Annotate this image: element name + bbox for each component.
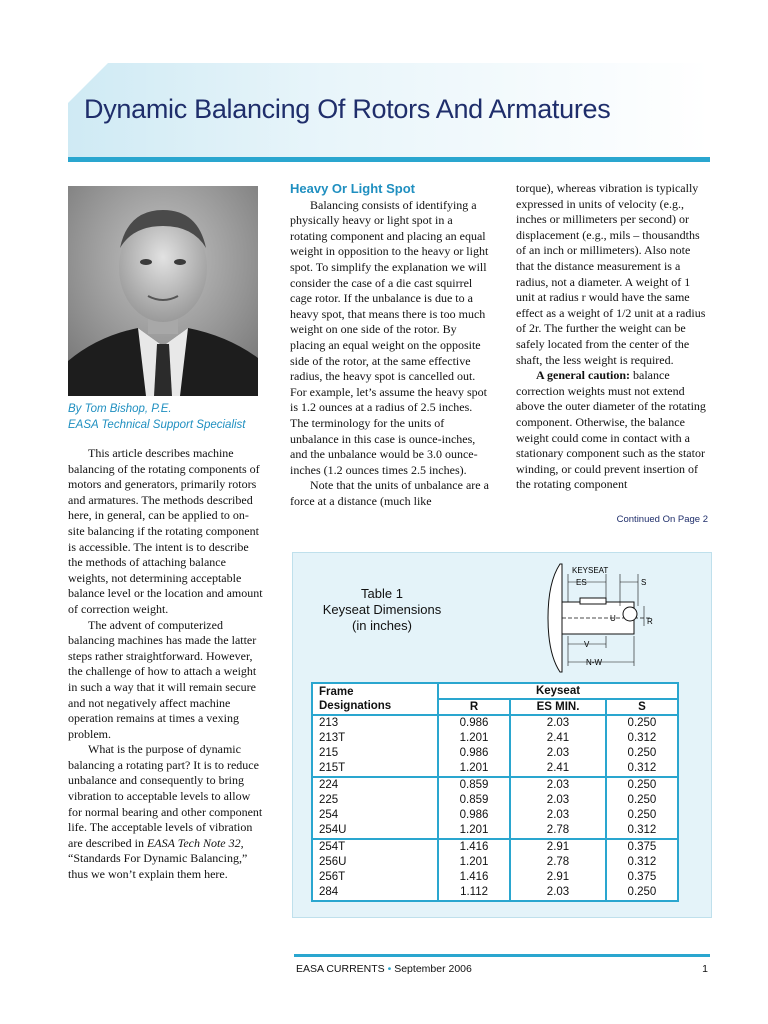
cell-r: 0.986 1.201 0.986 1.201 [438,715,510,777]
paragraph-text: “Standards For Dynamic Balancing,” thus we won’t explain them here. [68,851,248,882]
cell-frames: 254T 256U 256T 284 [312,839,438,901]
caution-label: A general caution: [536,368,630,383]
paragraph: The advent of computerized balancing machines has made the latter steps rather straightforward. However, the challenge of how to attach a weight in such a way that it will remain secure and not negatively affect machine operation remains at times a vexing problem. [68,617,257,741]
header-rule [68,157,710,162]
paragraph-text: What is the purpose of dynamic balancing a rotating part? It is to reduce unbalance and consequently to bring vibration to acceptable levels to allow for normal bearing and other component life. The acceptable levels of vibration are described in [68,742,263,850]
cell-s: 0.250 0.312 0.250 0.312 [606,715,678,777]
table-row [312,839,678,901]
paragraph-text: balance correction weights must not extend above the outer diameter of the rotating component. Otherwise, the balance weight could come in contact with a stationary component such as the stator winding, or could prevent insertion of the rotating component [516,368,706,492]
column-3 [516,181,708,493]
cell-es: 2.03 2.41 2.03 2.41 [510,715,606,777]
cell-r: 1.416 1.201 1.416 1.112 [438,839,510,901]
paragraph: Note that the units of unbalance are a force at a distance (much like [290,478,489,508]
diagram-label-r: R [647,617,653,626]
footer-rule [294,954,710,957]
column-header-frame [312,683,438,715]
diagram-label-v: V [584,640,590,649]
column-header-s: S [606,699,678,715]
footer [296,963,472,975]
cell-es: 2.91 2.78 2.91 2.03 [510,839,606,901]
issue-date: September 2006 [394,963,472,975]
table-title [292,586,472,634]
column-group-keyseat: Keyseat [438,683,678,699]
continued-link[interactable]: Continued On Page 2 [616,514,708,525]
cell-r: 0.859 0.859 0.986 1.201 [438,777,510,839]
table-row [312,777,678,839]
author-role: EASA Technical Support Specialist [68,419,246,431]
keyseat-diagram [540,562,690,674]
keyseat-table [311,682,679,902]
article-title: Dynamic Balancing Of Rotors And Armatures [84,94,611,124]
cell-s: 0.375 0.312 0.375 0.250 [606,839,678,901]
diagram-label-es: ES [576,578,587,587]
footer-bullet: • [387,963,392,975]
diagram-label-s: S [641,578,647,587]
author-name: By Tom Bishop, P.E. [68,403,172,415]
column-1 [68,446,264,883]
paragraph: This article describes machine balancing of the rotating components of motors and generators, primarily rotors and armatures. The methods described here, in general, can be applied to on-site balancing if the rotating component is accessible. The intent is to describe the methods of attaching balance weights, not determining acceptable balance level or the location and amount of correction weight. [68,446,263,616]
diagram-label-keyseat: KEYSEAT [572,566,609,575]
table-row [312,715,678,777]
paragraph: torque), whereas vibration is typically expressed in units of velocity (e.g., inches or millimeters per second) or displacement (e.g., mils – thousandths of an inch or millimeters). Also note that the distance measurement is a radius, not a diameter. A weight of 1 unit at radius r would have the same effect as a weight of 1/2 unit at a radius of 2r. The further the weight can be safely located from the center of the shaft, the less weight is required. [516,181,706,367]
paragraph: Balancing consists of identifying a physically heavy or light spot in a rotating component and placing an equal weight in opposition to the heavy or light spot. To simplify the explanation we will consider the case of a die cast squirrel cage rotor. If the unbalance is due to a heavy spot, that means there is too much weight on one side of the rotor. By placing an equal weight on the opposite side of the rotor, at the same effective radius, the heavy spot is cancelled out. For example, let’s assume the heavy spot is 1.2 ounces at a radius of 2.5 inches. The terminology for the units of unbalance in this case is ounce-inches, and the unbalance would be 3.0 ounce-inches (1.2 ounces times 2.5 inches). [290,197,489,477]
table-number: Table 1 [361,586,403,601]
header-text: Frame [319,686,354,698]
cell-frames: 213 213T 215 215T [312,715,438,777]
reference-italic: EASA Tech Note 32, [146,835,244,850]
byline [68,401,268,433]
cell-s: 0.250 0.250 0.250 0.312 [606,777,678,839]
column-2 [290,181,490,509]
column-header-r: R [438,699,510,715]
cell-es: 2.03 2.03 2.03 2.78 [510,777,606,839]
section-heading: Heavy Or Light Spot [290,181,415,196]
table-units: (in inches) [352,618,412,633]
page-number: 1 [702,963,708,975]
paragraph [516,368,708,493]
column-header-es: ES MIN. [510,699,606,715]
header-text: Designations [319,700,392,712]
publication-name: EASA CURRENTS [296,963,385,975]
author-portrait-image [68,186,258,396]
table-caption: Keyseat Dimensions [322,602,442,617]
author-photo [68,186,258,396]
diagram-label-u: U [610,614,616,623]
paragraph [68,742,264,882]
cell-frames: 224 225 254 254U [312,777,438,839]
diagram-label-nw: N-W [586,658,602,667]
